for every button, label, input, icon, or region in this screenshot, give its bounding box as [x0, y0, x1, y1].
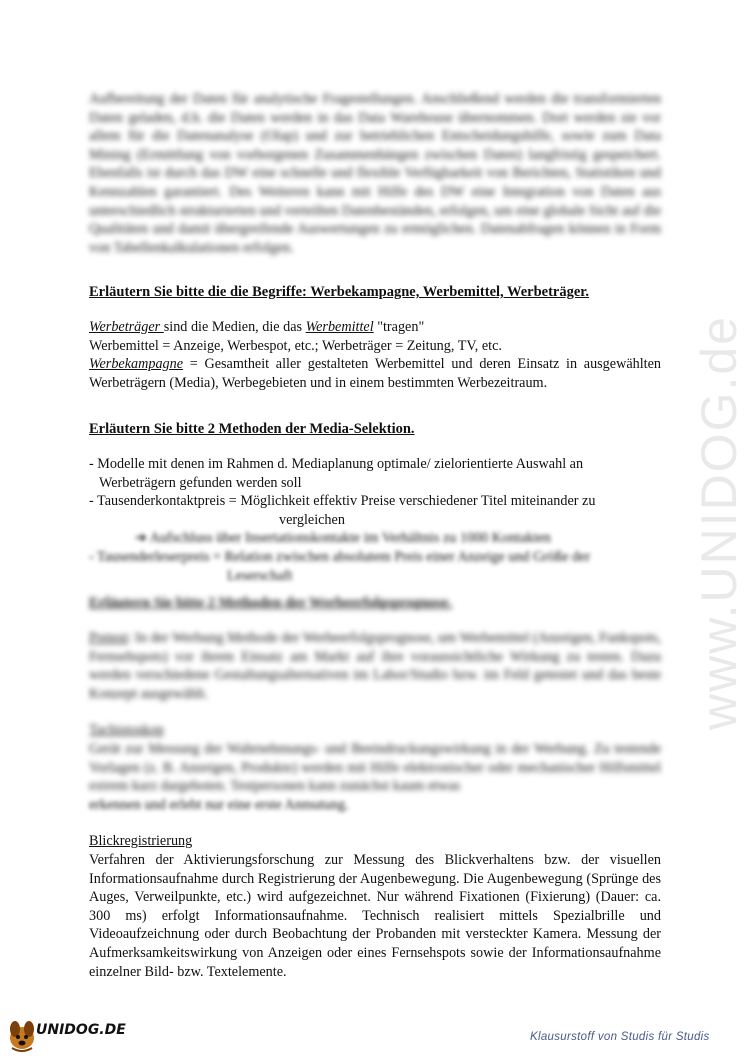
section1-heading: Erläutern Sie bitte die die Begriffe: Werbekampagne, Werbemittel, Werbeträger. — [89, 284, 590, 300]
section2-heading: Erläutern Sie bitte 2 Methoden der Media-Selektion. — [89, 421, 415, 437]
section2-item3: ➔ Aufschluss über Insertationskontakte im Verhältnis zu 1000 Kontakten — [135, 530, 551, 547]
logo-text: UNIDOG.DE — [36, 1022, 126, 1038]
blickregistrierung-text: Verfahren der Aktivierungsforschung zur Messung des Blickverhaltens bzw. der visuellen Informationsaufnahme durch Registrierung der Augenbewegung. Die Augenbewegung (Sprünge des Auges, Verweilpunkte, etc.) wird aufgezeichnet. Nur während Fixationen (Fixierung) (Dauer: ca. 300 ms) erfolgt Informationsaufnahme. Technisch realisiert mittels Spezialbrille und Videoaufzeichnung oder durch Beobachtung der Probanden mit versteckter Kamera. Messung der Aufmerksamkeitswirkung von Anzeigen oder eines Fernsehspots sowie der Informationsaufnahme einzelner Bild- bzw. Textelemente. — [89, 851, 661, 980]
section-werbeerfolgsprognose — [89, 594, 661, 981]
section2-item4: - Tausenderleserpreis = Relation zwischen absolutem Preis einer Anzeige und Größe der — [89, 548, 591, 565]
term-werbemittel: Werbemittel — [305, 319, 374, 335]
section2-item4-cont: Leserschaft — [227, 567, 293, 584]
term-werbetraeger: Werbeträger — [89, 319, 164, 335]
pretest-text: : In der Werbung Methode der Werbeerfolgsprognose, um Werbemittel (Anzeigen, Funkspots, Fernsehspots) vor ihrem Einsatz am Markt auf ihre voraussichtliche Wirkung zu testen. Dazu werden verschiedene Gestaltungsalternativen im Labor/Studio bzw. im Feld getestet und das beste Konzept ausgewählt. — [89, 630, 661, 702]
section1-line1-text2: "tragen" — [373, 319, 425, 335]
intro-text: Aufbereitung der Daten für analytische Fragestellungen. Anschließend werden die transformierten Daten geladen, d.h. die Daten werden in das Data Warehouse übernommen. Dort werden sie vor allem für die Datenanalyse (Olap) und zur betrieblichen Entscheidungshilfe, sowie zum Data Mining (Ermittlung von vorborgenen Zusammenhängen zwischen Daten) langfristig gespeichert. Ebenfalls ist durch das DW eine schnelle und flexible Verfügbarkeit von Berichten, Statistiken und Kennzahlen garantiert. Des Weiteren kann mit Hilfe des DW eine Integration von Daten aus unterschiedlich strukturierten und verteilten Datenbeständen, erfolgen, um eine globale Sicht auf die Qualitäten und damit übergreifende Auswertungen zu ermöglichen. Datenabfragen können in Form von Tabellenkalkulationen erfolgen. — [89, 91, 661, 256]
section1-line3-text: = Gesamtheit aller gestalteten Werbemittel und deren Einsatz in ausgewählten Werbeträgern (Media), Werbegebieten und in einem bestimmten Werbezeitraum. — [89, 356, 661, 391]
section1-line1-text: sind die Medien, die das — [163, 319, 306, 335]
section1-line1 — [89, 318, 661, 337]
tachistoskop-text: Gerät zur Messung der Wahrnehmungs- und Beeindruckungswirkung in der Werbung. Zu testende Vorlagen (z. B. Anzeigen, Produkte) werden mit Hilfe elektronischer oder mechanischer Hilfsmittel extrem kurz dargeboten. Testpersonen kann zunächst kaum etwas — [89, 740, 661, 795]
section1-line3 — [89, 355, 661, 392]
section-werbebegriffe — [89, 283, 661, 392]
watermark-text: www.UNIDOG.de — [691, 315, 747, 730]
term-werbekampagne: Werbekampagne — [89, 356, 184, 373]
section2-item1-cont: Werbeträgern gefunden werden soll — [99, 474, 302, 491]
section-media-selektion — [89, 420, 661, 585]
term-tachistoskop: Tachistoskop — [89, 722, 164, 739]
section2-item2: - Tausenderkontaktpreis = Möglichkeit effektiv Preise verschiedener Titel miteinander zu — [89, 493, 596, 510]
footer-tagline: Klausurstoff von Studis für Studis — [530, 1031, 710, 1043]
section2-item2-cont: vergleichen — [279, 511, 345, 528]
intro-paragraph — [89, 90, 661, 257]
section2-item1: - Modelle mit denen im Rahmen d. Mediaplanung optimale/ zielorientierte Auswahl an — [89, 456, 584, 472]
term-pretest: Pretest — [89, 630, 128, 646]
section1-line2: Werbemittel = Anzeige, Werbespot, etc.; Werbeträger = Zeitung, TV, etc. — [89, 337, 502, 354]
pretest-paragraph — [89, 629, 661, 703]
section3-heading: Erläutern Sie bitte 2 Methoden der Werbeerfolgsprognose. — [89, 595, 452, 611]
tachistoskop-last-line: erkennen und erlebt nur eine erste Anmutung. — [89, 796, 349, 813]
term-blickregistrierung: Blickregistrierung — [89, 833, 193, 850]
